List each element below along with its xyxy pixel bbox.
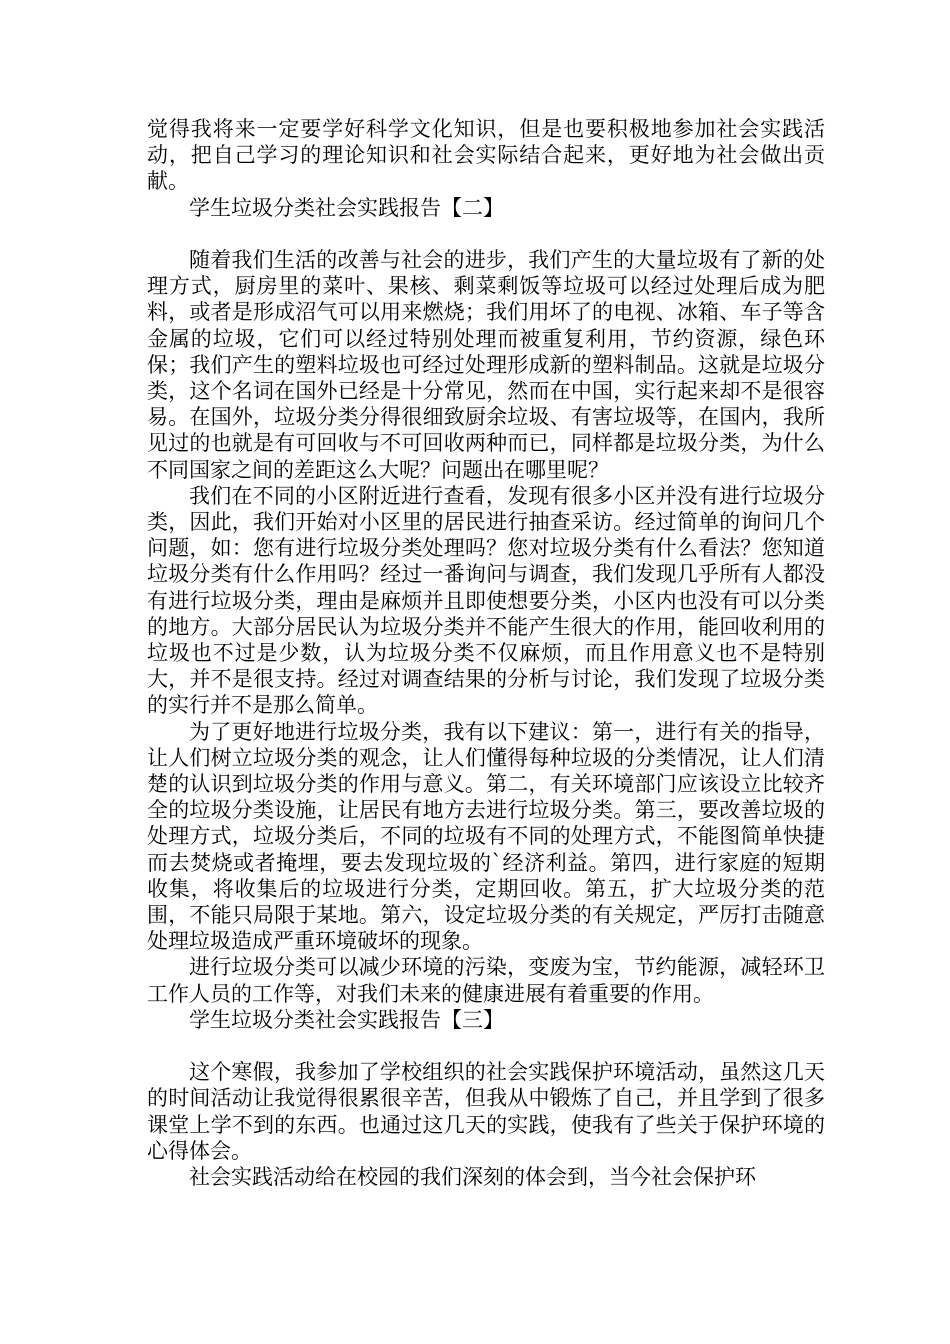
section-heading-2: 学生垃圾分类社会实践报告【二】 xyxy=(189,195,504,220)
paragraph: 随着我们生活的改善与社会的进步，我们产生的大量垃圾有了新的处理方式，厨房里的菜叶、果核、剩菜剩饭等垃圾可以经过处理后成为肥料，或者是形成沼气可以用来燃烧；我们用坏了的电视、冰箱、车子等含金属的垃圾，它们可以经过特别处理而被重复利用，节约资源，绿色环保；我们产生的塑料垃圾也可经过处理形成新的塑料制品。这就是垃圾分类，这个名词在国外已经是十分常见，然而在中国，实行起来却不是很容易。在国外，垃圾分类分得很细致厨余垃圾、有害垃圾等，在国内，我所见过的也就是有可回收与不可回收两种而已，同样都是垃圾分类，为什么不同国家之间的差距这么大呢？问题出在哪里呢？ xyxy=(147,248,825,482)
paragraph: 这个寒假，我参加了学校组织的社会实践保护环境活动，虽然这几天的时间活动让我觉得很累很辛苦，但我从中锻炼了自己，并且学到了很多课堂上学不到的东西。也通过这几天的实践，使我有了些关于保护环境的心得体会。 xyxy=(147,1060,825,1163)
section-heading-3: 学生垃圾分类社会实践报告【三】 xyxy=(189,1007,504,1032)
paragraph: 为了更好地进行垃圾分类，我有以下建议：第一，进行有关的指导，让人们树立垃圾分类的观念，让人们懂得每种垃圾的分类情况，让人们清楚的认识到垃圾分类的作用与意义。第二，有关环境部门应该设立比较齐全的垃圾分类设施，让居民有地方去进行垃圾分类。第三，要改善垃圾的处理方式，垃圾分类后，不同的垃圾有不同的处理方式，不能图简单快捷而去焚烧或者掩埋，要去发现垃圾的`经济利益。第四，进行家庭的短期收集，将收集后的垃圾进行分类，定期回收。第五，扩大垃圾分类的范围，不能只局限于某地。第六，设定垃圾分类的有关规定，严厉打击随意处理垃圾造成严重环境破坏的现象。 xyxy=(147,719,825,954)
document-body xyxy=(147,116,825,1190)
paragraph: 我们在不同的小区附近进行查看，发现有很多小区并没有进行垃圾分类，因此，我们开始对小区里的居民进行抽查采访。经过简单的询问几个问题，如：您有进行垃圾分类处理吗？您对垃圾分类有什么看法？您知道垃圾分类有什么作用吗？经过一番询问与调查，我们发现几乎所有人都没有进行垃圾分类，理由是麻烦并且即使想要分类，小区内也没有可以分类的地方。大部分居民认为垃圾分类并不能产生很大的作用，能回收利用的垃圾也不过是少数，认为垃圾分类不仅麻烦，而且作用意义也不是特别大，并不是很支持。经过对调查结果的分析与讨论，我们发现了垃圾分类的实行并不是那么简单。 xyxy=(147,483,825,718)
paragraph: 社会实践活动给在校园的我们深刻的体会到，当今社会保护环 xyxy=(189,1165,756,1190)
blank-line xyxy=(147,221,825,247)
blank-line xyxy=(147,1033,825,1059)
paragraph-continuation: 觉得我将来一定要学好科学文化知识，但是也要积极地参加社会实践活动，把自己学习的理论知识和社会实际结合起来，更好地为社会做出贡献。 xyxy=(147,117,825,194)
paragraph: 进行垃圾分类可以减少环境的污染，变废为宝，节约能源，减轻环卫工作人员的工作等，对我们未来的健康进展有着重要的作用。 xyxy=(147,955,825,1006)
